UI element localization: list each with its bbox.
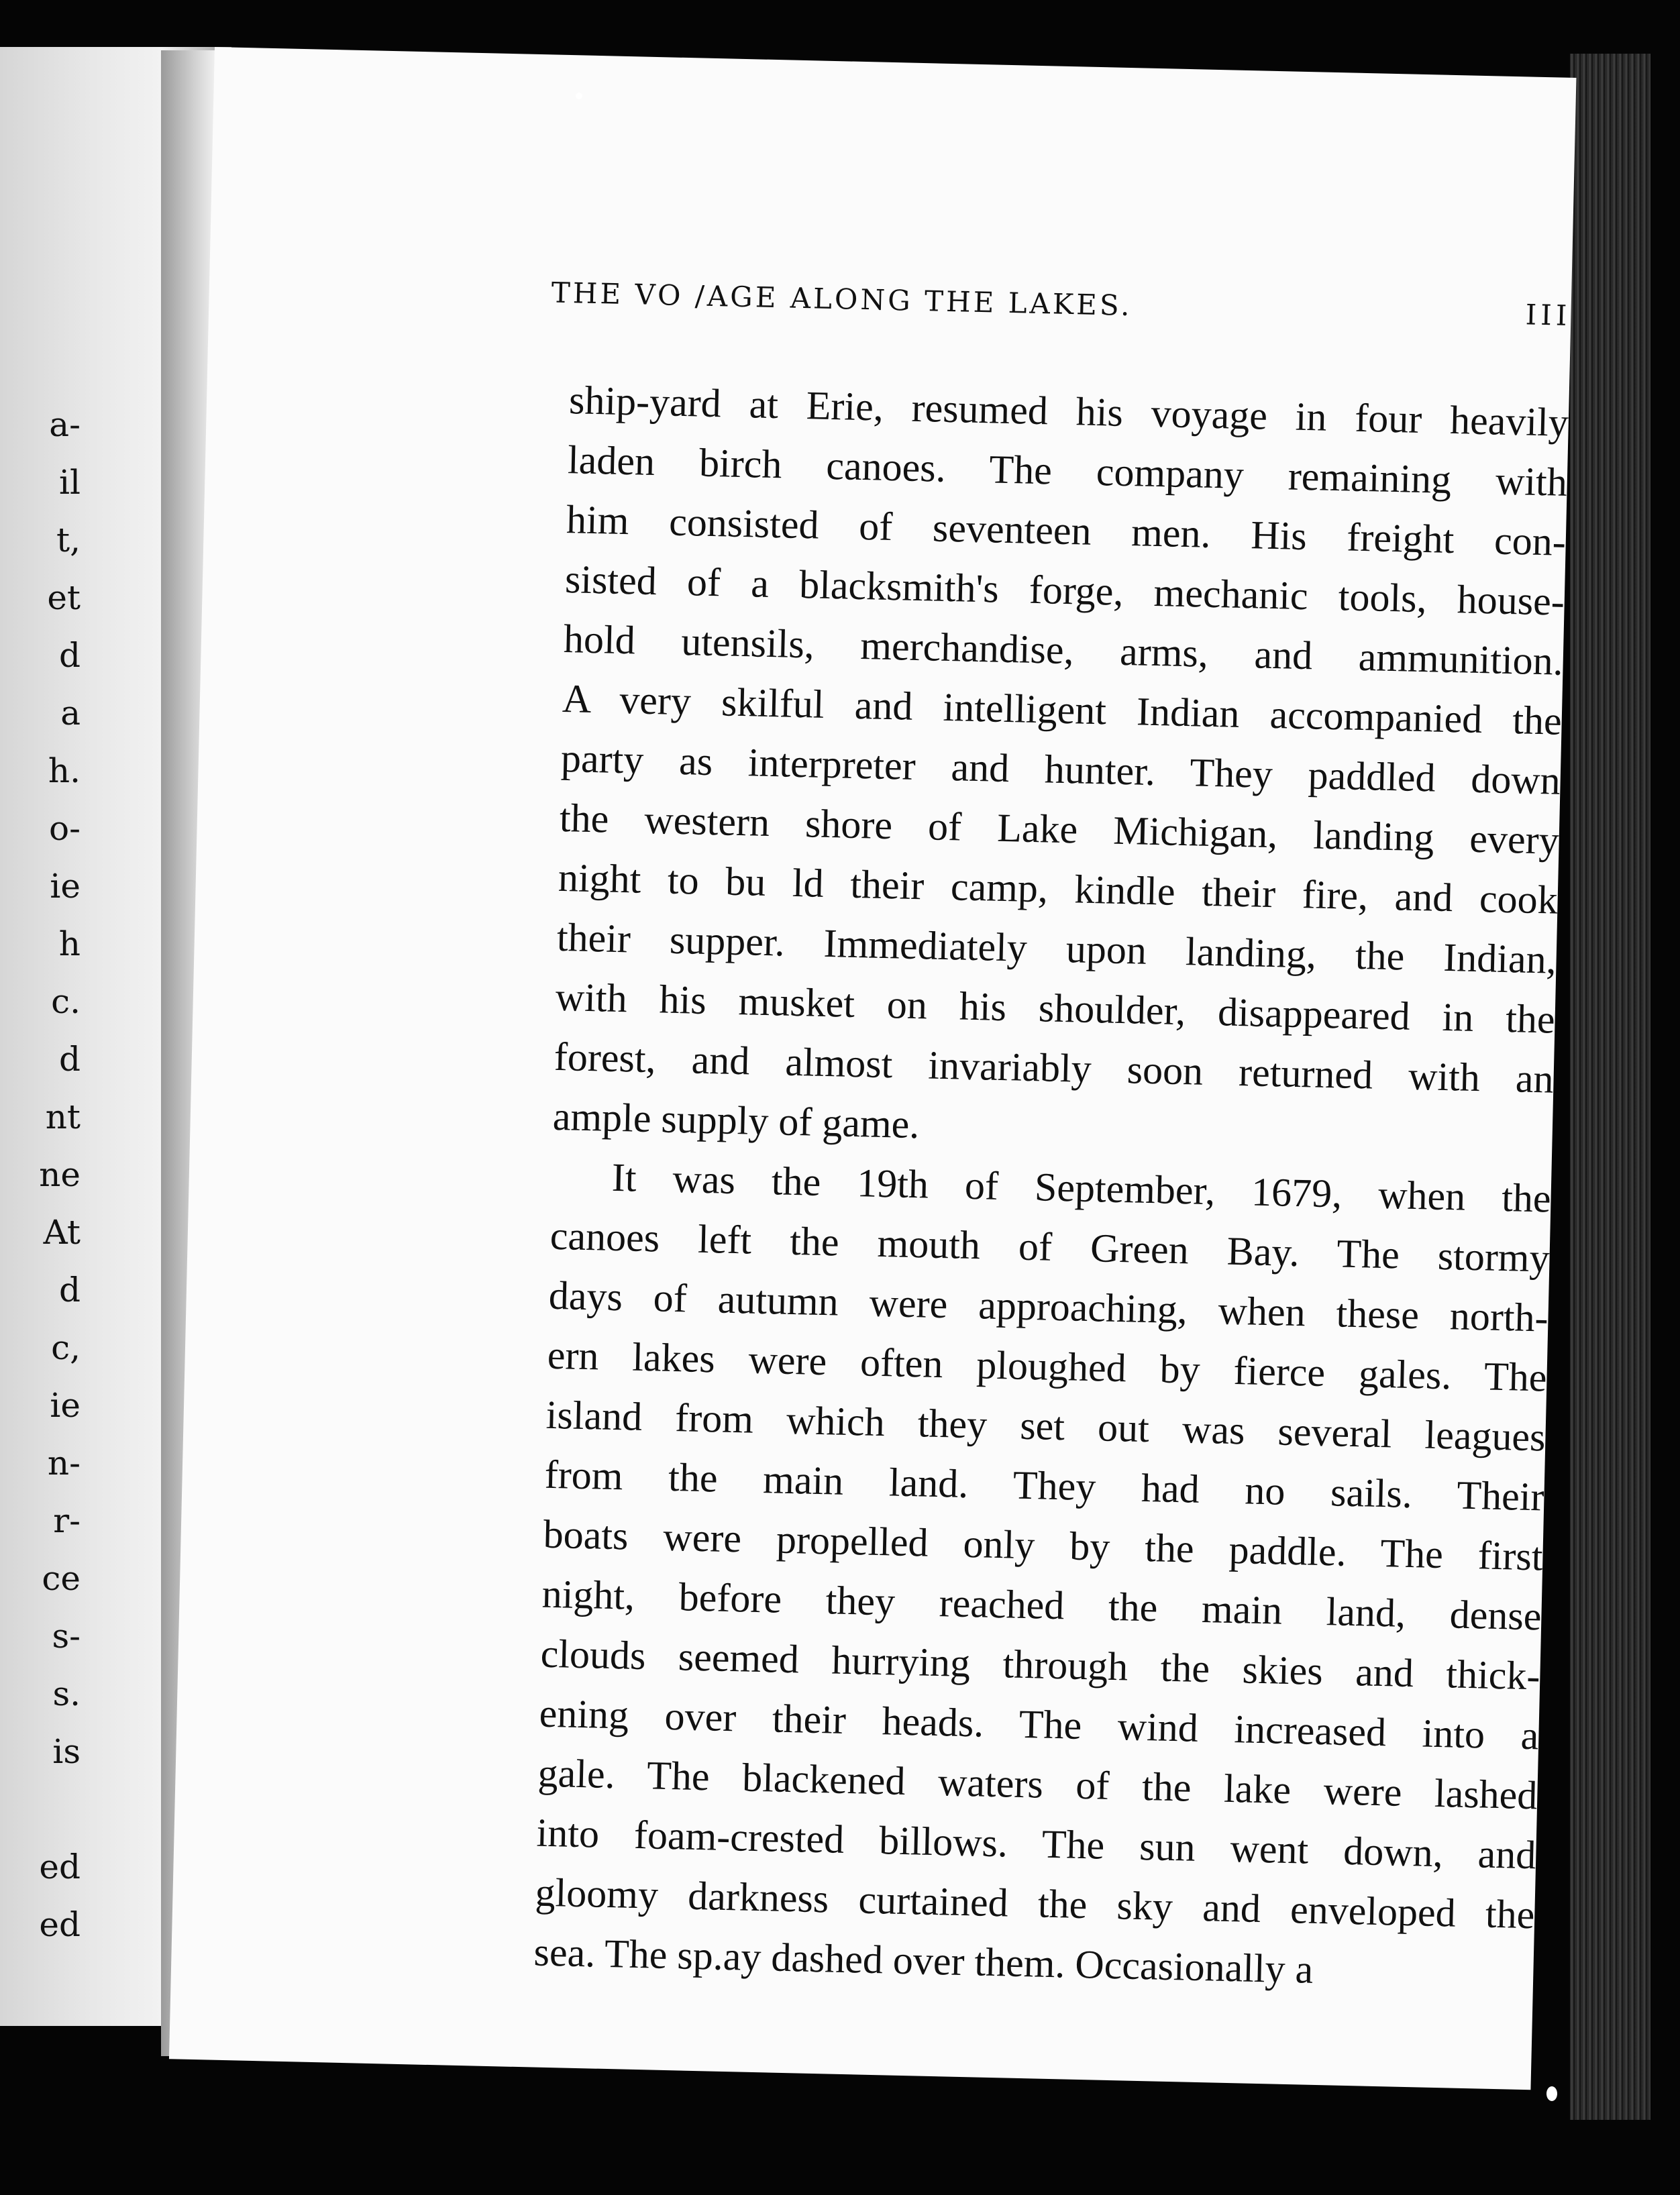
left-fragment: d (58, 1040, 81, 1079)
left-fragment: et (47, 578, 81, 617)
text-line: island from which they set out was several leagues (545, 1392, 1546, 1460)
page-number: III (1525, 298, 1571, 332)
left-fragment: c. (51, 982, 81, 1021)
text-line: canoes left the mouth of Green Bay. The stormy (549, 1213, 1551, 1281)
text-line: night, before they reached the main land, dense (541, 1571, 1542, 1639)
left-fragment: t, (56, 521, 81, 559)
left-fragment: ie (50, 867, 81, 906)
paragraph (552, 370, 1569, 1169)
text-line: ship-yard at Erie, resumed his voyage in four heavily (568, 378, 1569, 445)
left-fragment: At (43, 1213, 81, 1252)
left-fragment: ne (39, 1155, 81, 1194)
left-fragment: a- (49, 405, 81, 444)
left-fragment: s. (52, 1674, 81, 1713)
text-line: boats were propelled only by the paddle. The first (543, 1511, 1544, 1579)
scan-speck (576, 93, 582, 99)
text-line: sisted of a blacksmith's forge, mechanic tools, house- (564, 557, 1565, 624)
text-line: ample supply of game. (552, 1093, 921, 1147)
body-text (533, 370, 1569, 2004)
left-fragment: ed (39, 1905, 81, 1944)
left-fragment: h. (48, 751, 81, 790)
scan-speck (1546, 2086, 1557, 2101)
left-fragment: r- (53, 1501, 81, 1540)
left-fragment: a (60, 694, 81, 733)
text-line: sea. The sp.ay dashed over them. Occasionally a (533, 1929, 1314, 1992)
left-fragment: ce (42, 1559, 81, 1598)
text-line: It was the 19th of September, 1679, when the (611, 1155, 1552, 1221)
running-head (551, 276, 1571, 332)
left-fragment: ie (50, 1386, 81, 1425)
text-line: their supper. Immediately upon landing, the Indian, (556, 914, 1557, 982)
left-fragment: c, (51, 1328, 81, 1367)
text-line: laden birch canoes. The company remaining with (567, 437, 1568, 504)
page-edges (1570, 54, 1650, 2120)
left-page-text-fragments (0, 396, 81, 1953)
left-fragment: nt (45, 1098, 81, 1136)
text-line: him consisted of seventeen men. His freight con- (566, 497, 1567, 564)
text-line: the western shore of Lake Michigan, landing every (559, 795, 1560, 863)
paragraph (533, 1146, 1552, 2004)
right-page (169, 47, 1577, 2090)
text-line: party as interpreter and hunter. They paddled down (560, 735, 1561, 803)
running-head-title: THE VO /AGE ALONG THE LAKES. (551, 276, 1133, 323)
text-line: into foam-crested billows. The sun went down, and (535, 1810, 1537, 1878)
text-line: hold utensils, merchandise, arms, and ammunition. (563, 617, 1564, 684)
text-line: gale. The blackened waters of the lake were lashed (537, 1750, 1538, 1818)
left-fragment: h (58, 924, 81, 963)
text-line: days of autumn were approaching, when these north- (548, 1273, 1549, 1340)
text-line: forest, and almost invariably soon returned with an (554, 1034, 1555, 1102)
text-line: from the main land. They had no sails. Their (544, 1452, 1545, 1519)
left-fragment: d (58, 1271, 81, 1309)
text-line: night to bu ld their camp, kindle their fire, and cook (558, 855, 1559, 922)
text-line: with his musket on his shoulder, disappeared in the (555, 974, 1556, 1042)
left-fragment: d (58, 636, 81, 675)
text-line: ern lakes were often ploughed by fierce gales. The (547, 1332, 1548, 1400)
text-line: gloomy darkness curtained the sky and enveloped the (534, 1870, 1536, 1937)
left-fragment: ed (39, 1848, 81, 1886)
text-line: ening over their heads. The wind increased into a (539, 1691, 1540, 1758)
left-fragment: s- (52, 1617, 81, 1656)
left-fragment: n- (47, 1444, 81, 1483)
left-fragment (0, 1780, 81, 1838)
left-fragment: il (59, 463, 81, 502)
text-line: A very skilful and intelligent Indian accompanied the (562, 676, 1563, 743)
text-line: clouds seemed hurrying through the skies and thick- (540, 1631, 1541, 1699)
left-fragment: is (52, 1732, 81, 1771)
left-fragment: o- (49, 809, 81, 848)
